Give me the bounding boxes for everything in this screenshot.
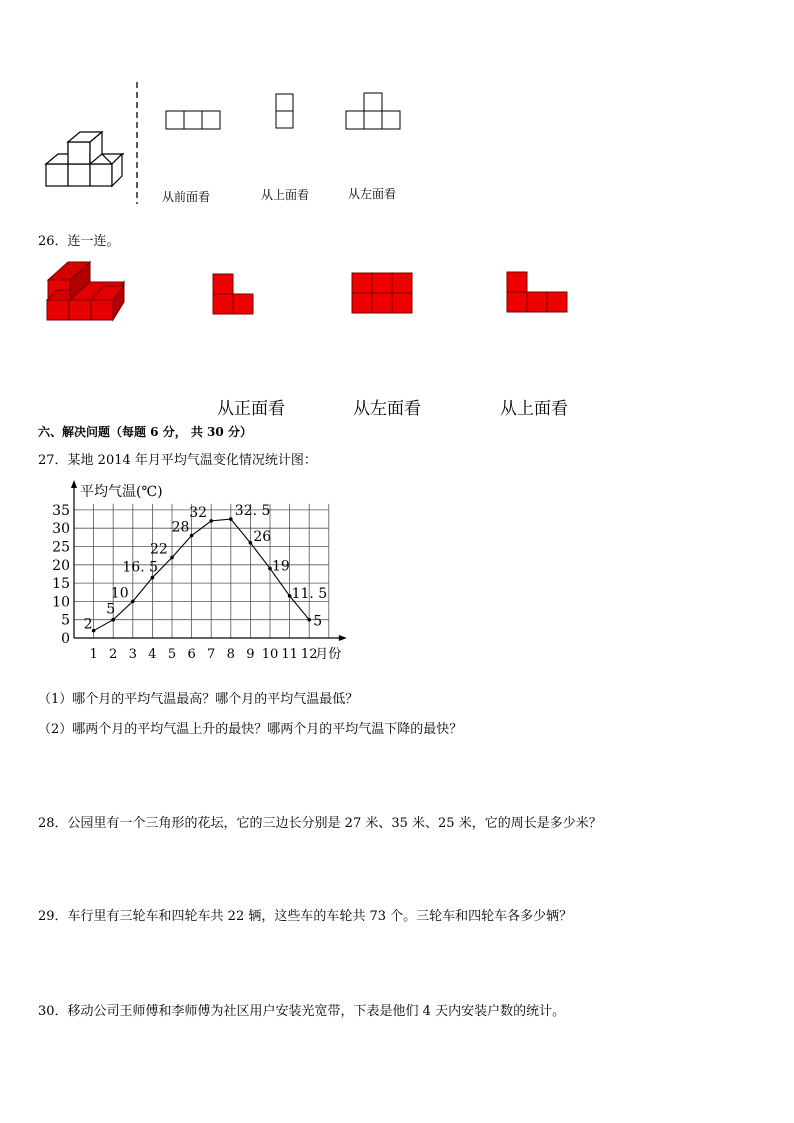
red-view-rectangle — [352, 273, 412, 313]
data-point — [307, 618, 311, 622]
x-tick-label: 4 — [148, 647, 157, 662]
red-solid-figure — [47, 262, 124, 320]
data-label: 19 — [272, 558, 290, 575]
q26-view-top-label: 从上面看 — [500, 399, 568, 419]
x-tick-label: 8 — [226, 647, 235, 662]
data-point — [170, 556, 174, 560]
y-tick-label: 30 — [52, 521, 70, 538]
y-tick-label: 20 — [52, 557, 70, 574]
x-tick-label: 9 — [246, 647, 255, 662]
q25-view-front-label: 从前面看 — [162, 190, 211, 204]
data-label: 11. 5 — [291, 585, 328, 602]
q29-text: 29．车行里有三轮车和四轮车共 22 辆，这些车的车轮共 73 个。三轮车和四轮车各多少辆？ — [38, 909, 573, 924]
x-tick-label: 3 — [128, 647, 137, 662]
data-label: 2 — [83, 616, 93, 633]
data-point — [190, 534, 194, 538]
data-point — [229, 517, 233, 521]
x-tick-label: 6 — [187, 647, 196, 662]
data-point — [249, 541, 253, 545]
data-label: 22 — [150, 541, 168, 558]
red-view-l-small — [213, 274, 253, 314]
q27-title: 27．某地 2014 年月平均气温变化情况统计图： — [38, 453, 317, 468]
y-axis-label: 平均气温(℃) — [80, 484, 163, 500]
q25-view-left-label: 从左面看 — [348, 187, 397, 201]
left-view-shape — [346, 93, 400, 129]
data-point — [151, 576, 155, 580]
y-tick-label: 25 — [52, 539, 70, 556]
q27-sub2: （2）哪两个月的平均气温上升的最快？哪两个月的平均气温下降的最快？ — [38, 722, 463, 737]
data-label: 16. 5 — [122, 559, 159, 576]
data-label: 10 — [110, 585, 129, 602]
y-tick-label: 10 — [52, 594, 70, 611]
red-view-l-long — [507, 272, 567, 312]
data-label: 5 — [106, 601, 116, 618]
q30-text: 30．移动公司王师傅和李师傅为社区用户安装光宽带，下表是他们 4 天内安装户数的统计。 — [38, 1004, 566, 1019]
data-point — [111, 618, 115, 622]
section-six-heading: 六、解决问题（每题 6 分， 共 30 分） — [38, 425, 252, 439]
y-tick-label: 15 — [52, 576, 70, 593]
x-tick-label: 5 — [167, 647, 177, 662]
q26-title: 26．连一连。 — [38, 234, 120, 249]
data-label: 28 — [171, 519, 190, 536]
data-label: 26 — [253, 528, 272, 545]
q26-figures — [40, 258, 580, 328]
x-axis-arrow — [339, 635, 347, 641]
data-label: 5 — [313, 613, 323, 630]
q28-text: 28．公园里有一个三角形的花坛，它的三边长分别是 27 米、35 米、25 米，它的周长是多少米？ — [38, 816, 602, 831]
x-tick-label: 12 — [300, 647, 318, 662]
q26-view-left-label: 从左面看 — [353, 399, 421, 419]
y-tick-label: 5 — [61, 612, 70, 629]
x-axis-label: 月份 — [315, 647, 342, 662]
cube-stack-figure — [46, 132, 124, 186]
top-view-shape — [276, 94, 293, 128]
data-point — [131, 600, 135, 604]
y-axis-arrow — [71, 480, 77, 488]
data-point — [209, 519, 213, 523]
q26-view-front-label: 从正面看 — [217, 399, 285, 419]
x-tick-label: 1 — [89, 647, 98, 662]
q25-view-top-label: 从上面看 — [261, 188, 310, 202]
data-label: 32. 5 — [234, 503, 271, 520]
data-label: 32 — [189, 504, 208, 521]
x-tick-label: 2 — [109, 647, 118, 662]
temperature-line-chart — [38, 478, 368, 668]
y-tick-label: 35 — [52, 502, 70, 519]
x-tick-label: 10 — [261, 647, 279, 662]
x-tick-label: 7 — [207, 647, 216, 662]
front-view-shape — [166, 111, 220, 129]
q27-sub1: （1）哪个月的平均气温最高？哪个月的平均气温最低？ — [38, 692, 359, 707]
x-tick-label: 11 — [281, 647, 298, 662]
y-tick-label: 0 — [61, 631, 70, 647]
